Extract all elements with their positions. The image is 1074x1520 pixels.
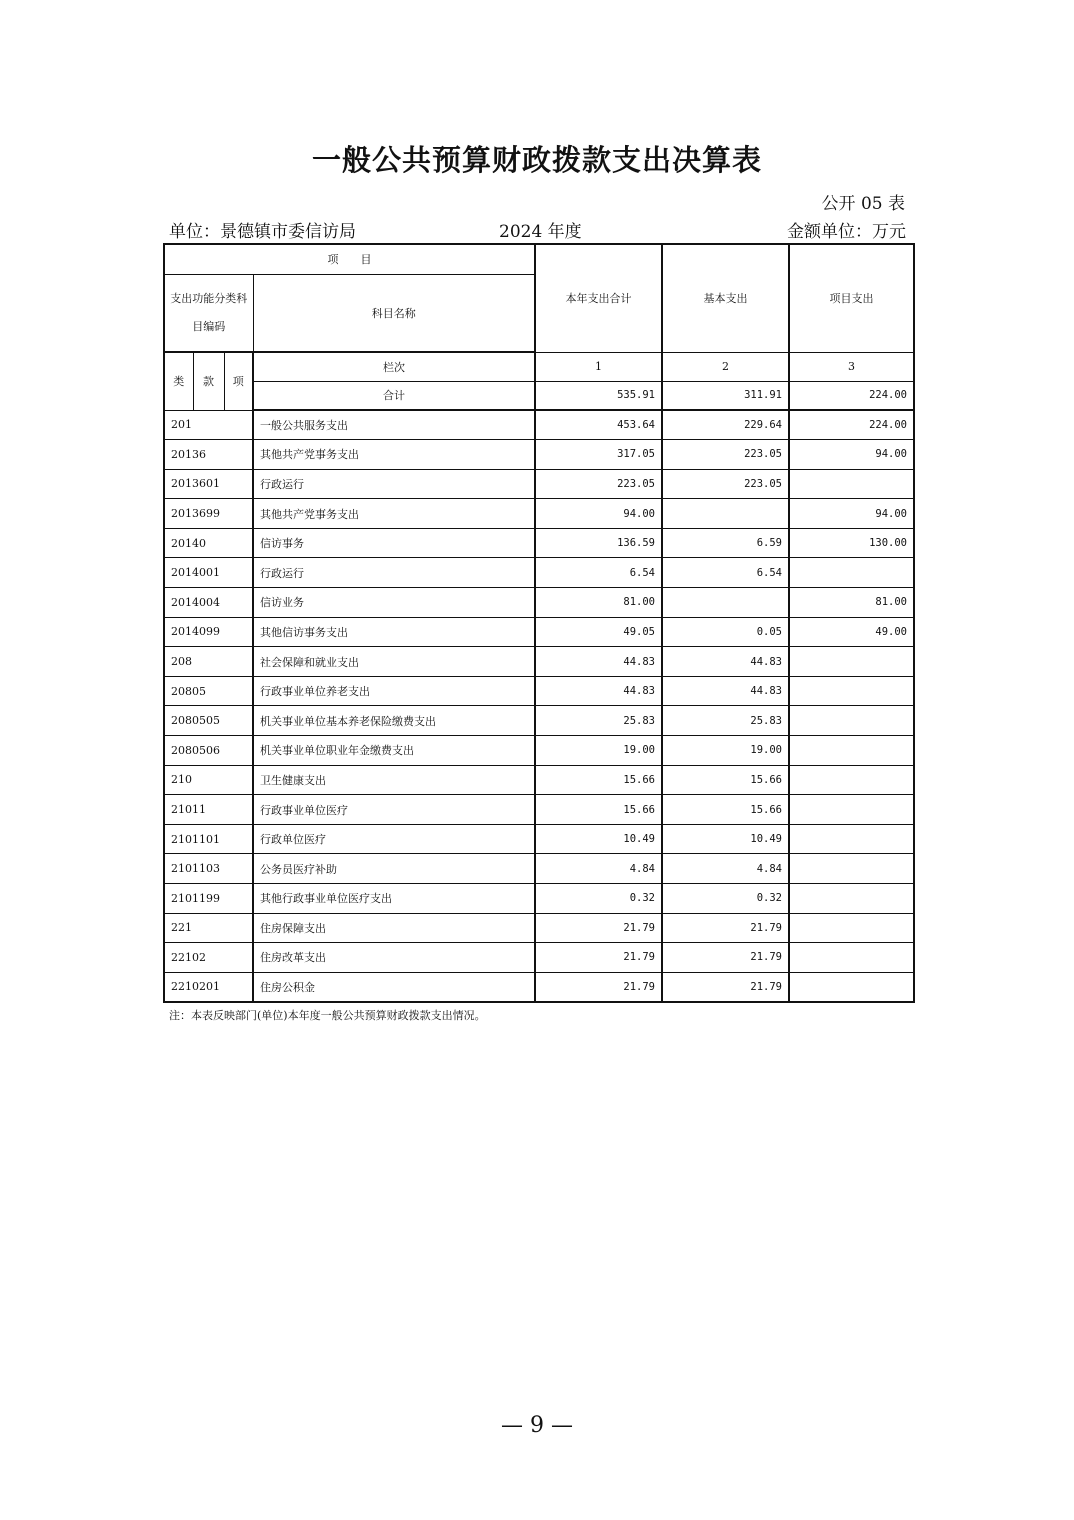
header-class-code-text: 支出功能分类科目编码 [170, 291, 248, 333]
row-total: 223.05 [535, 469, 662, 499]
row-subject-name: 机关事业单位职业年金缴费支出 [253, 736, 535, 766]
row-total: 15.66 [535, 765, 662, 795]
row-code: 2101199 [164, 884, 253, 914]
table-row [164, 884, 914, 914]
header-kuan: 款 [193, 352, 224, 410]
table-row [164, 765, 914, 795]
row-total: 21.79 [535, 943, 662, 973]
row-basic: 19.00 [662, 736, 789, 766]
page-number: — 9 — [501, 1413, 573, 1438]
unit-line [163, 217, 912, 241]
row-subject-name: 行政事业单位养老支出 [253, 676, 535, 706]
row-code: 2210201 [164, 972, 253, 1002]
header-column-order: 栏次 [253, 352, 535, 381]
row-basic: 223.05 [662, 440, 789, 470]
row-total: 317.05 [535, 440, 662, 470]
table-row [164, 676, 914, 706]
row-code: 20805 [164, 676, 253, 706]
table-row [164, 558, 914, 588]
table-row [164, 647, 914, 677]
row-subject-name: 信访事务 [253, 528, 535, 558]
row-project: 130.00 [789, 528, 914, 558]
row-project [789, 854, 914, 884]
sum-basic: 311.91 [662, 381, 789, 410]
row-code: 2014004 [164, 588, 253, 618]
row-basic: 4.84 [662, 854, 789, 884]
row-basic: 15.66 [662, 765, 789, 795]
row-basic: 21.79 [662, 972, 789, 1002]
fiscal-year: 2024 年度 [499, 222, 582, 242]
row-total: 44.83 [535, 647, 662, 677]
row-subject-name: 公务员医疗补助 [253, 854, 535, 884]
row-subject-name: 其他行政事业单位医疗支出 [253, 884, 535, 914]
header-col1: 1 [535, 352, 662, 381]
row-subject-name: 其他共产党事务支出 [253, 499, 535, 529]
row-code: 20140 [164, 528, 253, 558]
row-total: 0.32 [535, 884, 662, 914]
table-row [164, 795, 914, 825]
table-row [164, 440, 914, 470]
row-basic: 44.83 [662, 676, 789, 706]
row-subject-name: 一般公共服务支出 [253, 410, 535, 440]
header-xiang: 项 [224, 352, 253, 410]
row-project: 94.00 [789, 499, 914, 529]
row-subject-name: 住房保障支出 [253, 913, 535, 943]
row-total: 4.84 [535, 854, 662, 884]
table-row [164, 943, 914, 973]
row-basic: 223.05 [662, 469, 789, 499]
header-col3: 3 [789, 352, 914, 381]
row-basic: 15.66 [662, 795, 789, 825]
row-project [789, 884, 914, 914]
table-row [164, 499, 914, 529]
sum-total: 535.91 [535, 381, 662, 410]
row-project [789, 706, 914, 736]
row-project: 224.00 [789, 410, 914, 440]
row-subject-name: 其他共产党事务支出 [253, 440, 535, 470]
table-row [164, 410, 914, 440]
row-code: 2013699 [164, 499, 253, 529]
header-item: 项 目 [164, 244, 535, 274]
row-subject-name: 信访业务 [253, 588, 535, 618]
header-subject-name: 科目名称 [253, 274, 535, 352]
row-basic: 6.59 [662, 528, 789, 558]
row-total: 10.49 [535, 824, 662, 854]
row-project [789, 943, 914, 973]
row-basic: 10.49 [662, 824, 789, 854]
header-col2: 2 [662, 352, 789, 381]
row-code: 210 [164, 765, 253, 795]
row-project [789, 913, 914, 943]
row-subject-name: 住房改革支出 [253, 943, 535, 973]
header-total: 本年支出合计 [535, 244, 662, 352]
row-basic [662, 588, 789, 618]
table-row [164, 972, 914, 1002]
row-project: 94.00 [789, 440, 914, 470]
row-code: 201 [164, 410, 253, 440]
row-code: 20136 [164, 440, 253, 470]
row-basic [662, 499, 789, 529]
row-basic: 44.83 [662, 647, 789, 677]
table-row [164, 469, 914, 499]
table-row [164, 736, 914, 766]
row-subject-name: 行政运行 [253, 558, 535, 588]
table-row [164, 617, 914, 647]
row-basic: 21.79 [662, 943, 789, 973]
header-basic: 基本支出 [662, 244, 789, 352]
row-code: 2014099 [164, 617, 253, 647]
table-row [164, 913, 914, 943]
header-lei: 类 [164, 352, 193, 410]
row-code: 2013601 [164, 469, 253, 499]
row-subject-name: 住房公积金 [253, 972, 535, 1002]
row-code: 21011 [164, 795, 253, 825]
row-code: 2101101 [164, 824, 253, 854]
row-project [789, 972, 914, 1002]
form-number: 公开 05 表 [821, 194, 905, 214]
row-subject-name: 其他信访事务支出 [253, 617, 535, 647]
row-project [789, 795, 914, 825]
row-project [789, 676, 914, 706]
row-total: 136.59 [535, 528, 662, 558]
expenditure-table [163, 243, 915, 1003]
row-code: 22102 [164, 943, 253, 973]
row-code: 2080505 [164, 706, 253, 736]
table-row [164, 854, 914, 884]
header-project: 项目支出 [789, 244, 914, 352]
table-row [164, 528, 914, 558]
row-project [789, 824, 914, 854]
row-total: 15.66 [535, 795, 662, 825]
row-total: 25.83 [535, 706, 662, 736]
row-total: 21.79 [535, 913, 662, 943]
unit-label: 单位：景德镇市委信访局 [169, 222, 356, 242]
currency-unit: 金额单位：万元 [787, 222, 906, 242]
row-total: 94.00 [535, 499, 662, 529]
row-total: 81.00 [535, 588, 662, 618]
row-subject-name: 行政单位医疗 [253, 824, 535, 854]
row-code: 2080506 [164, 736, 253, 766]
row-basic: 6.54 [662, 558, 789, 588]
row-basic: 21.79 [662, 913, 789, 943]
row-total: 19.00 [535, 736, 662, 766]
table-row [164, 706, 914, 736]
row-code: 2101103 [164, 854, 253, 884]
row-project [789, 469, 914, 499]
row-project [789, 647, 914, 677]
row-basic: 0.32 [662, 884, 789, 914]
row-total: 49.05 [535, 617, 662, 647]
row-subject-name: 行政事业单位医疗 [253, 795, 535, 825]
row-project [789, 736, 914, 766]
row-subject-name: 行政运行 [253, 469, 535, 499]
header-class-code [164, 274, 253, 352]
row-total: 6.54 [535, 558, 662, 588]
row-basic: 0.05 [662, 617, 789, 647]
row-code: 208 [164, 647, 253, 677]
table-row [164, 588, 914, 618]
row-code: 2014001 [164, 558, 253, 588]
sum-label: 合计 [253, 381, 535, 410]
row-project [789, 765, 914, 795]
row-code: 221 [164, 913, 253, 943]
table-row [164, 824, 914, 854]
row-project: 49.00 [789, 617, 914, 647]
row-project: 81.00 [789, 588, 914, 618]
row-total: 453.64 [535, 410, 662, 440]
row-basic: 25.83 [662, 706, 789, 736]
document-title: 一般公共预算财政拨款支出决算表 [311, 143, 762, 177]
row-project [789, 558, 914, 588]
row-total: 44.83 [535, 676, 662, 706]
row-basic: 229.64 [662, 410, 789, 440]
sum-project: 224.00 [789, 381, 914, 410]
row-subject-name: 机关事业单位基本养老保险缴费支出 [253, 706, 535, 736]
row-subject-name: 社会保障和就业支出 [253, 647, 535, 677]
table-note: 注：本表反映部门(单位)本年度一般公共预算财政拨款支出情况。 [169, 1009, 486, 1022]
row-total: 21.79 [535, 972, 662, 1002]
row-subject-name: 卫生健康支出 [253, 765, 535, 795]
